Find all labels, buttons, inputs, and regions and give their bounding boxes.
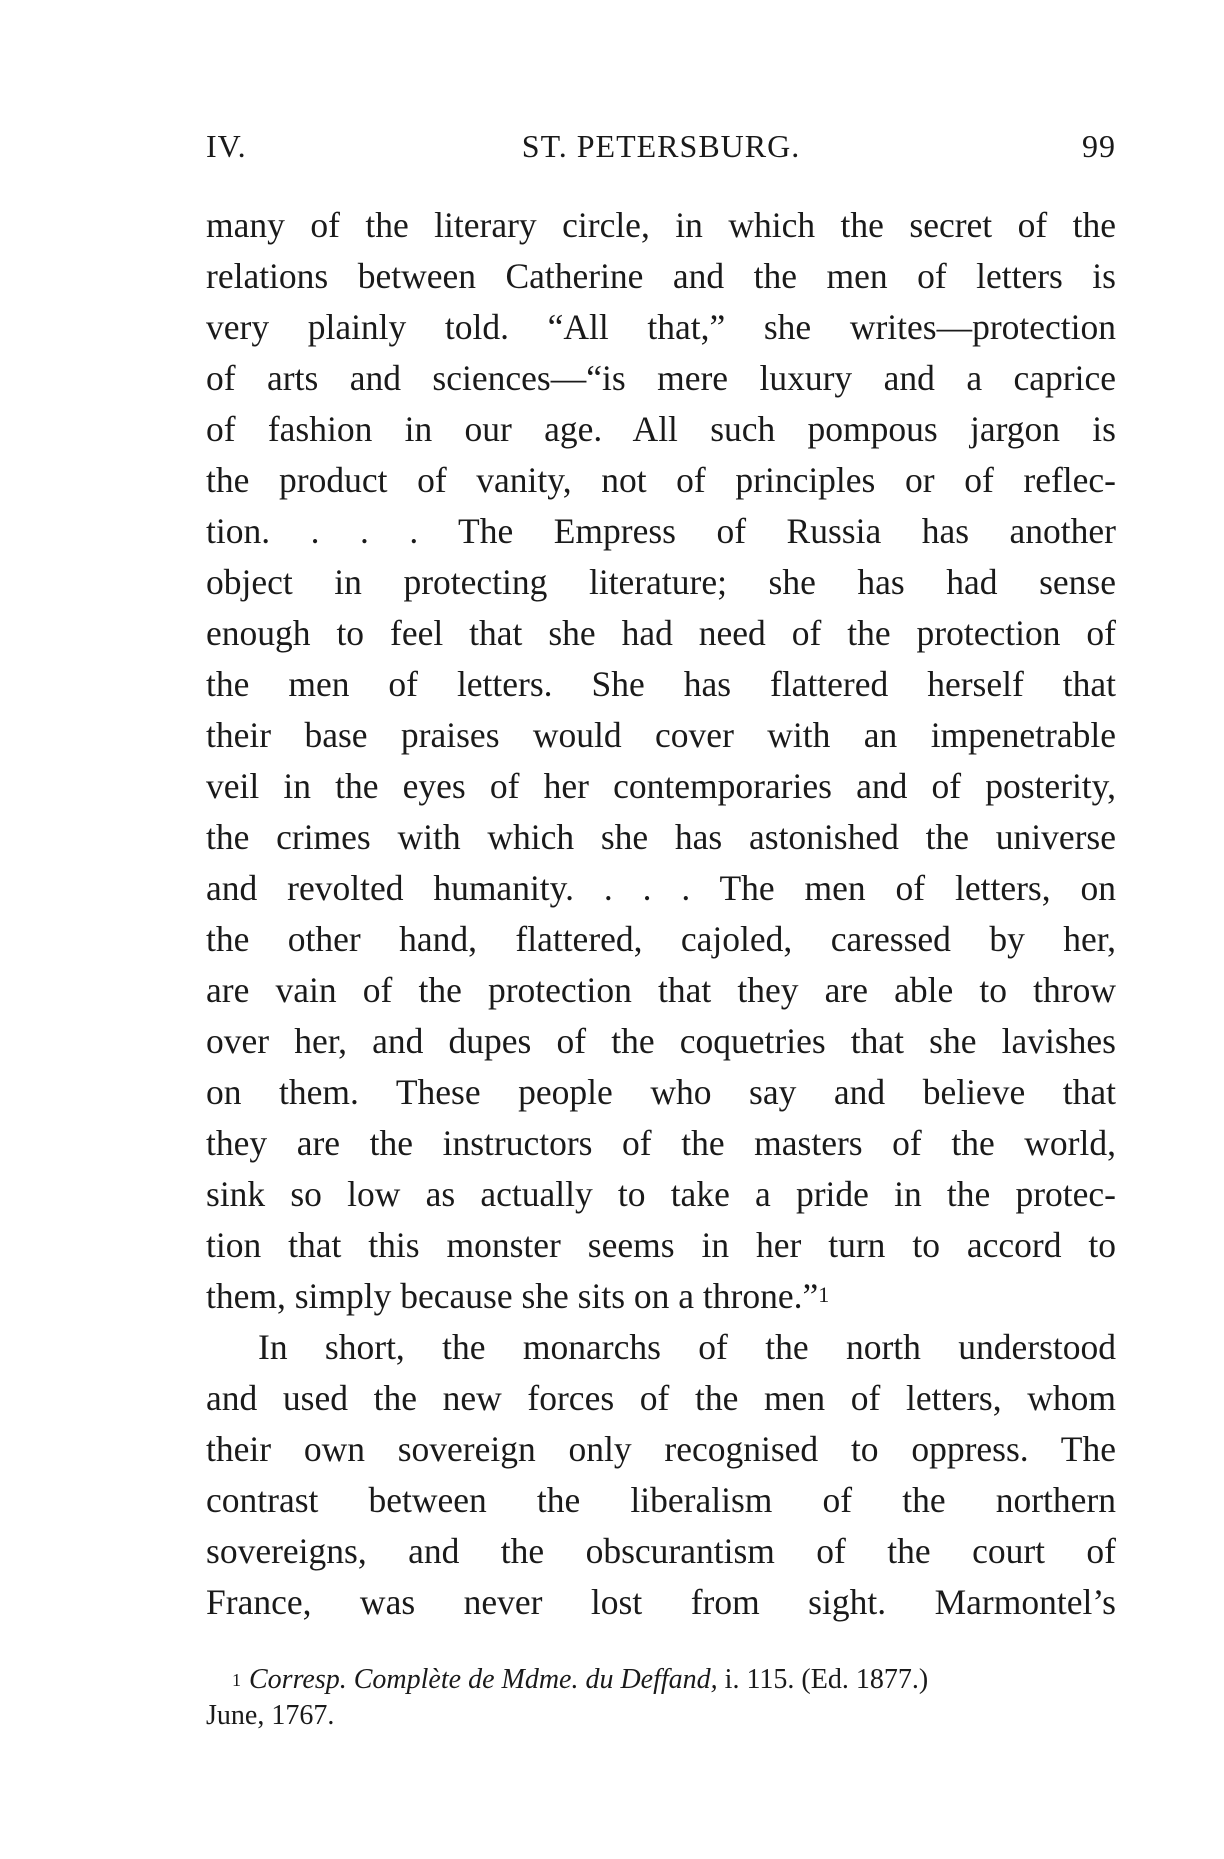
text-line: their base praises would cover with an impenetrable xyxy=(206,715,1116,755)
running-title: ST. PETERSBURG. xyxy=(521,128,801,164)
text-line: very plainly told. “All that,” she writes—protection xyxy=(206,307,1116,347)
text-line: they are the instructors of the masters of the world, xyxy=(206,1123,1116,1163)
text-line: veil in the eyes of her contemporaries and of posterity, xyxy=(206,766,1116,806)
chapter-number: IV. xyxy=(206,128,247,164)
footnote-reference[interactable]: 1 xyxy=(818,1282,830,1307)
text-line: over her, and dupes of the coquetries that she lavishes xyxy=(206,1021,1116,1061)
text-line: the men of letters. She has flattered herself that xyxy=(206,664,1116,704)
footnote-source-title: Corresp. Complète de Mdme. du Deffand, xyxy=(249,1664,718,1695)
text-line: tion. . . . The Empress of Russia has another xyxy=(206,511,1116,551)
text-line: France, was never lost from sight. Marmontel’s xyxy=(206,1582,1116,1622)
running-head xyxy=(206,128,1116,168)
text-line: the crimes with which she has astonished the universe xyxy=(206,817,1116,857)
text-line: and revolted humanity. . . . The men of letters, on xyxy=(206,868,1116,908)
footnote-citation-line xyxy=(206,1662,1116,1698)
text-line: on them. These people who say and believe that xyxy=(206,1072,1116,1112)
text-line: sovereigns, and the obscurantism of the court of xyxy=(206,1531,1116,1571)
footnote-citation: i. 115. (Ed. 1877.) xyxy=(724,1664,929,1695)
page-number: 99 xyxy=(1082,128,1116,164)
text-line: contrast between the liberalism of the northern xyxy=(206,1480,1116,1520)
footnote-date: June, 1767. xyxy=(206,1700,335,1731)
text-line: are vain of the protection that they are able to throw xyxy=(206,970,1116,1010)
quote-last-line xyxy=(206,1271,1116,1322)
text-line: enough to feel that she had need of the protection of xyxy=(206,613,1116,653)
text-line: of fashion in our age. All such pompous jargon is xyxy=(206,409,1116,449)
text-line: object in protecting literature; she has had sense xyxy=(206,562,1116,602)
text-line: and used the new forces of the men of letters, whom xyxy=(206,1378,1116,1418)
text-line: of arts and sciences—“is mere luxury and a caprice xyxy=(206,358,1116,398)
text-line: the product of vanity, not of principles or of reflec- xyxy=(206,460,1116,500)
text-line: many of the literary circle, in which the secret of the xyxy=(206,205,1116,245)
footnote-marker: 1 xyxy=(232,1670,241,1690)
footnote xyxy=(206,1662,1116,1734)
paragraph-start-line: In short, the monarchs of the north understood xyxy=(258,1327,1116,1367)
text-line: them, simply because she sits on a throne.” xyxy=(206,1276,819,1316)
text-line: their own sovereign only recognised to oppress. The xyxy=(206,1429,1116,1469)
text-line: relations between Catherine and the men of letters is xyxy=(206,256,1116,296)
text-line: tion that this monster seems in her turn to accord to xyxy=(206,1225,1116,1265)
text-line: sink so low as actually to take a pride in the protec- xyxy=(206,1174,1116,1214)
body-text xyxy=(206,200,1116,1628)
text-line: the other hand, flattered, cajoled, caressed by her, xyxy=(206,919,1116,959)
